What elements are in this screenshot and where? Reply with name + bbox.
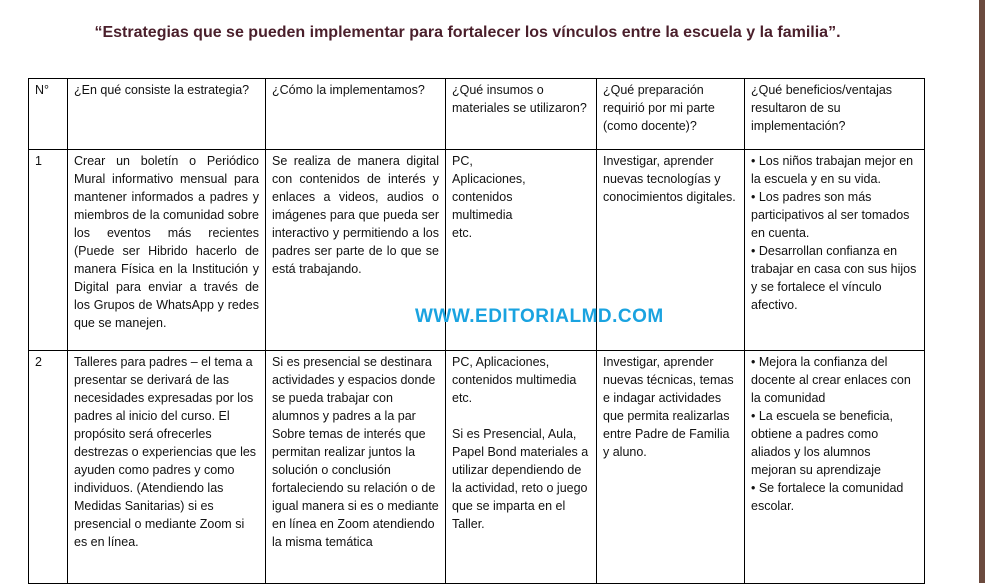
header-preparation: ¿Qué preparación requirió por mi parte (como docente)? — [597, 79, 745, 150]
materials-line: multimedia — [452, 208, 513, 222]
implementation-cell: Si es presencial se destinara actividades y espacios donde se pueda trabajar con alumnos y padres a la par Sobre temas de interés que permitan realizar juntos la solución o conclusión fortaleciendo su relación o de igual manera si es o mediante en línea en Zoom atendiendo la misma temática — [266, 351, 446, 584]
header-strategy: ¿En qué consiste la estrategia? — [68, 79, 266, 150]
benefit-item: • Los padres son más participativos al ser tomados en cuenta. — [751, 190, 910, 240]
table-header-row — [29, 79, 925, 150]
strategy-cell: Crear un boletín o Periódico Mural informativo mensual para mantener informados a padres y miembros de la comunidad sobre los eventos más recientes (Puede ser Hibrido hacerlo de manera Física en la Institución y Digital para enviar a través de los Grupos de WhatsApp y redes que se manejen. — [68, 150, 266, 351]
preparation-cell: Investigar, aprender nuevas técnicas, temas e indagar actividades que permita realizarlas entre Padre de Familia y aluno. — [597, 351, 745, 584]
materials-cell — [446, 351, 597, 584]
benefits-cell — [745, 351, 925, 584]
window-frame-edge — [979, 0, 985, 583]
header-number: N° — [29, 79, 68, 150]
benefit-item: • Desarrollan confianza en trabajar en casa con sus hijos y se fortalece el vínculo afectivo. — [751, 244, 917, 312]
header-benefits: ¿Qué beneficios/ventajas resultaron de su implementación? — [745, 79, 925, 150]
materials-line: Si es Presencial, Aula, Papel Bond materiales a utilizar dependiendo de la actividad, reto o juego que se imparta en el Taller. — [452, 427, 589, 531]
benefit-item: • La escuela se beneficia, obtiene a padres como aliados y los alumnos mejoran su aprendizaje — [751, 409, 893, 477]
materials-line: contenidos — [452, 190, 513, 204]
implementation-cell: Se realiza de manera digital con contenidos de interés y enlaces a videos, audios o imágenes para que pueda ser interactivo y permitiendo a los padres ser parte de lo que se está trabajando. — [266, 150, 446, 351]
table-row — [29, 351, 925, 584]
preparation-cell: Investigar, aprender nuevas tecnologías y conocimientos digitales. — [597, 150, 745, 351]
row-number: 2 — [29, 351, 68, 584]
materials-line: etc. — [452, 226, 473, 240]
benefit-item: • Se fortalece la comunidad escolar. — [751, 481, 904, 513]
editorial-watermark: WWW.EDITORIALMD.COM — [415, 306, 664, 327]
materials-line: PC, Aplicaciones, contenidos multimedia etc. — [452, 355, 577, 405]
materials-line: Aplicaciones, — [452, 172, 526, 186]
strategies-table — [28, 78, 925, 584]
strategy-cell: Talleres para padres – el tema a presentar se derivará de las necesidades expresadas por los padres al inicio del curso. El propósito será ofrecerles destrezas o experiencias que les ayuden como padres y como individuos. (Atendiendo las Medidas Sanitarias) si es presencial o mediante Zoom si es en línea. — [68, 351, 266, 584]
row-number: 1 — [29, 150, 68, 351]
benefit-item: • Mejora la confianza del docente al crear enlaces con la comunidad — [751, 355, 911, 405]
benefit-item: • Los niños trabajan mejor en la escuela y en su vida. — [751, 154, 914, 186]
benefits-cell — [745, 150, 925, 351]
materials-line: PC, — [452, 154, 473, 168]
paragraph-spacer — [452, 407, 590, 425]
document-title: “Estrategias que se pueden implementar para fortalecer los vínculos entre la escuela y la familia”. — [94, 24, 841, 41]
header-implementation: ¿Cómo la implementamos? — [266, 79, 446, 150]
header-materials: ¿Qué insumos o materiales se utilizaron? — [446, 79, 597, 150]
